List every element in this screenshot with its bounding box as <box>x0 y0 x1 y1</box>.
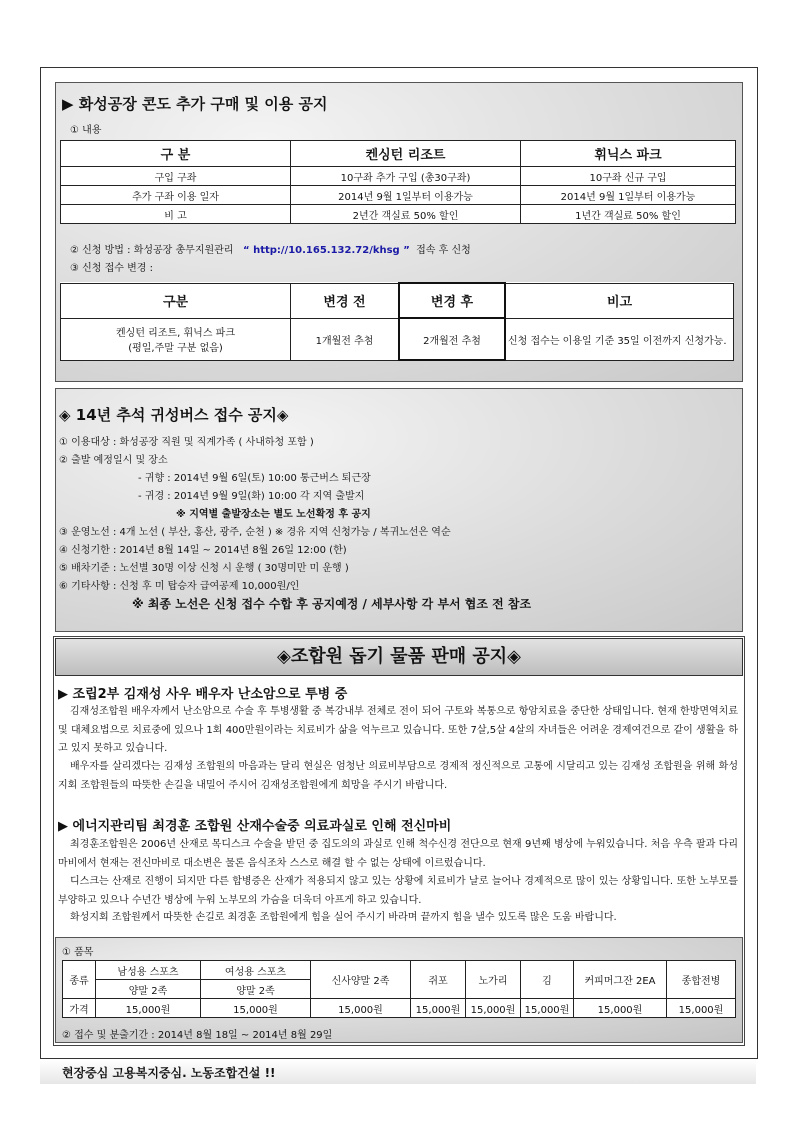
condo-table <box>60 140 736 224</box>
col-header: 구분 <box>61 283 291 318</box>
apply-method <box>70 241 471 256</box>
col-header: 휘닉스 파크 <box>521 141 736 167</box>
list-item: ② 출발 예정일시 및 장소 <box>59 455 168 466</box>
apply-method-text: ② 신청 방법 : 화성공장 총무지원관리 <box>70 245 234 256</box>
list-item: ※ 지역별 출발장소는 별도 노선확정 후 공지 <box>176 509 371 520</box>
price-cell: 15,000원 <box>466 999 521 1018</box>
footer-banner <box>40 1060 756 1084</box>
price-cell: 15,000원 <box>96 999 201 1018</box>
item-name-line2: 양말 2족 <box>201 980 311 999</box>
price-cell: 15,000원 <box>311 999 411 1018</box>
content-label: ① 내용 <box>70 125 102 136</box>
case1-title: ▶ 조립2부 김재성 사우 배우자 난소암으로 투병 중 <box>58 687 348 702</box>
col-header: 켄싱턴 리조트 <box>291 141 521 167</box>
table-cell: 추가 구좌 이용 일자 <box>61 186 291 205</box>
condo-notice-title: ▶ 화성공장 콘도 추가 구매 및 이용 공지 <box>62 95 328 113</box>
table-row <box>61 318 734 360</box>
col-header: 비고 <box>505 283 734 318</box>
apply-suffix: 접속 후 신청 <box>416 245 471 256</box>
sale-period: ② 접수 및 분출기간 : 2014년 8월 18일 ~ 2014년 8월 29일 <box>62 1030 333 1041</box>
bus-notice-box <box>55 388 743 632</box>
list-item: ⑤ 배차기준 : 노선별 30명 이상 신청 시 운행 ( 30명미만 미 운행 ) <box>59 563 349 574</box>
resort-names: 켄싱턴 리조트, 휘닉스 파크 <box>116 328 235 339</box>
table-cell <box>61 318 291 360</box>
table-cell: 구입 구좌 <box>61 167 291 186</box>
item-name: 남성용 스포츠 <box>96 961 201 980</box>
list-item: - 귀경 : 2014년 9월 9일(화) 10:00 각 지역 출발지 <box>138 491 365 502</box>
list-item: ① 이용대상 : 화성공장 직원 및 직계가족 ( 사내하청 포함 ) <box>59 437 314 448</box>
bus-notice-title: ◈ 14년 추석 귀성버스 접수 공지◈ <box>59 406 289 424</box>
price-cell: 15,000원 <box>667 999 736 1018</box>
items-label: ① 품목 <box>62 947 94 958</box>
sale-notice-box <box>53 636 745 1046</box>
table-cell: 2014년 9월 1일부터 이용가능 <box>291 186 521 205</box>
col-header: 변경 후 <box>399 283 505 318</box>
item-name: 김 <box>521 961 574 999</box>
table-cell: 1년간 객실료 50% 할인 <box>521 205 736 224</box>
table-row <box>61 205 736 224</box>
case2-paragraph: 최경훈조합원은 2006년 산재로 목디스크 수술을 받던 중 집도의의 과실로 인해 척수신경 전단으로 현재 9년째 병상에 누워있습니다. 처음 우측 팔과 다리 마비에서 현재는 전신마비로 대소변은 물론 음식조차 스스로 해결 할 수 없는 상태에 이르렀습니다. <box>58 839 738 869</box>
list-item: ⑥ 기타사항 : 신청 후 미 탑승자 급여공제 10,000원/인 <box>59 581 300 592</box>
item-name: 신사양말 2족 <box>311 961 411 999</box>
item-name: 여성용 스포츠 <box>201 961 311 980</box>
table-cell: 2개월전 추첨 <box>399 318 505 360</box>
item-name: 노가리 <box>466 961 521 999</box>
table-cell: 10구좌 추가 구입 (총30구좌) <box>291 167 521 186</box>
list-item: ④ 신청기한 : 2014년 8월 14일 ~ 2014년 8월 26일 12:00 (한) <box>59 545 347 556</box>
item-name: 커피머그잔 2EA <box>574 961 667 999</box>
item-name: 종합전병 <box>667 961 736 999</box>
table-row <box>63 999 736 1018</box>
price-cell: 15,000원 <box>201 999 311 1018</box>
resort-note: (평일,주말 구분 없음) <box>128 343 223 354</box>
col-header: 종류 <box>63 961 96 999</box>
table-cell: 신청 접수는 이용일 기준 35일 이전까지 신청가능. <box>505 318 734 360</box>
table-cell: 2년간 객실료 50% 할인 <box>291 205 521 224</box>
item-name-line2: 양말 2족 <box>96 980 201 999</box>
item-name: 쥐포 <box>411 961 466 999</box>
change-label: ③ 신청 접수 변경 : <box>70 263 154 274</box>
list-item: ③ 운영노선 : 4개 노선 ( 부산, 홍산, 광주, 순천 ) ※ 경유 지역 신청가능 / 복귀노선은 역순 <box>59 527 451 538</box>
col-header: 구 분 <box>61 141 291 167</box>
items-box <box>55 937 743 1043</box>
table-cell: 1개월전 추첨 <box>291 318 400 360</box>
case1-paragraph: 배우자를 살리겠다는 김재성 조합원의 마음과는 달리 현실은 엄청난 의료비부담으로 경제적 정신적으로 고통에 시달리고 있는 김재성 조합원을 위해 화성지회 조합원들의 따뜻한 손길을 내밀어 주시어 김재성조합원에게 희망을 주시기 바랍니다. <box>58 761 738 791</box>
table-cell: 비 고 <box>61 205 291 224</box>
footer-slogan: 현장중심 고용복지중심. 노동조합건설 !! <box>62 1066 276 1080</box>
list-item: - 귀향 : 2014년 9월 6일(토) 10:00 통근버스 퇴근장 <box>138 473 371 484</box>
items-table <box>62 960 736 1018</box>
list-item: ※ 최종 노선은 신청 접수 수합 후 공지예정 / 세부사항 각 부서 협조 전 참조 <box>132 597 532 611</box>
table-cell: 10구좌 신규 구입 <box>521 167 736 186</box>
change-table <box>60 282 734 361</box>
row-header: 가격 <box>63 999 96 1018</box>
sale-notice-title: ◈조합원 돕기 물품 판매 공지◈ <box>55 638 743 676</box>
case2-paragraph: 디스크는 산재로 진행이 되지만 다른 합병증은 산재가 적용되지 않고 있는 상황에 치료비가 날로 늘어나 경제적으로 많이 있는 상황입니다. 또한 노부모를 부양하고 있으나 수년간 병상에 누워 노부모의 가슴을 더욱더 아프게 하고 있습니다. <box>58 876 738 906</box>
table-cell: 2014년 9월 1일부터 이용가능 <box>521 186 736 205</box>
col-header: 변경 전 <box>291 283 400 318</box>
price-cell: 15,000원 <box>521 999 574 1018</box>
price-cell: 15,000원 <box>411 999 466 1018</box>
table-row <box>61 167 736 186</box>
case1-paragraph: 김재성조합원 배우자께서 난소암으로 수술 후 투병생활 중 복강내부 전체로 전이 되어 구토와 복통으로 항암치료을 중단한 상태입니다. 현재 한방면역치료 및 대체요법으로 치료중에 있으나 1회 400만원이라는 치료비가 삶을 억누르고 있습니다. 또한 7살,5살 4살의 자녀들은 어려운 경제여건으로 같이 생활을 하고 있지 못하고 있습니다. <box>58 706 738 754</box>
apply-link[interactable]: “ http://10.165.132.72/khsg ” <box>243 245 410 256</box>
case2-title: ▶ 에너지관리팀 최경훈 조합원 산재수술중 의료과실로 인해 전신마비 <box>58 819 452 834</box>
case2-paragraph: 화성지회 조합원께서 따뜻한 손길로 최경훈 조합원에게 힘을 실어 주시기 바라며 끝까지 힘을 낼수 있도록 많은 도움 바랍니다. <box>70 912 617 923</box>
price-cell: 15,000원 <box>574 999 667 1018</box>
table-row <box>61 186 736 205</box>
